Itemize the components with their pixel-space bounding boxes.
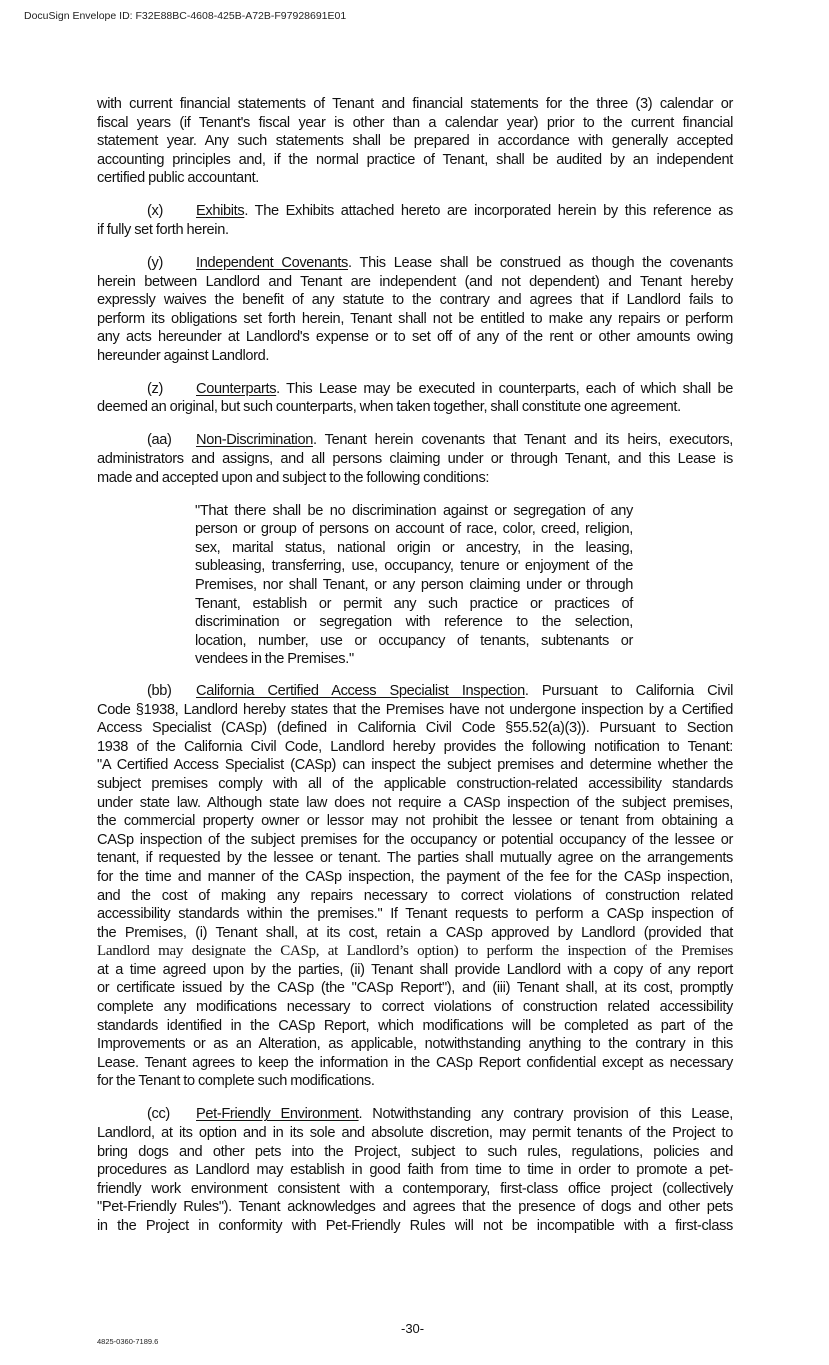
section-bb-casp-inspection [97, 682, 733, 1091]
text-line: "Pet-Friendly Rules"). Tenant acknowledges and agrees that the presence of dogs and other pets [97, 1199, 733, 1216]
text-line: Improvements or as an Alteration, as applicable, notwithstanding anything to the contrary in this [97, 1036, 733, 1053]
text-line: Landlord, at its option and in its sole and absolute discretion, may permit tenants of the Project to [97, 1125, 733, 1142]
quote-line: subleasing, transferring, use, occupancy, tenure or enjoyment of the [195, 558, 633, 575]
text-run: . Notwithstanding any contrary provision of this Lease, [358, 1106, 733, 1123]
text-line: made and accepted upon and subject to the following conditions: [97, 469, 490, 486]
text-run: . Tenant herein covenants that Tenant and its heirs, executors, [312, 432, 733, 449]
text-line: perform its obligations set forth herein, Tenant shall not be entitled to make any repairs or perform [97, 310, 733, 327]
quote-line: sex, marital status, national origin or ancestry, in the leasing, [195, 539, 633, 556]
document-page [97, 95, 733, 1250]
text-line: procedures as Landlord may establish in good faith from time to time in order to promote a pet- [97, 1162, 733, 1179]
text-line: fiscal years (if Tenant's fiscal year is other than a calendar year) prior to the current financial [97, 114, 733, 131]
text-line: CASp inspection of the subject premises for the occupancy or potential occupancy of the lessee or [97, 831, 733, 848]
section-label: (aa) [147, 432, 172, 449]
section-label: (x) [147, 203, 163, 220]
text-line: bring dogs and other pets into the Project, subject to such rules, regulations, policies and [97, 1143, 733, 1160]
text-line: 1938 of the California Civil Code, Landlord hereby provides the following notification to Tenant: [97, 738, 733, 755]
section-label: (z) [147, 380, 163, 397]
text-line: Lease. Tenant agrees to keep the information in the CASp Report confidential except as necessary [97, 1054, 733, 1071]
text-line: any acts hereunder at Landlord's expense or to set off of any of the rent or other amounts owing [97, 329, 733, 346]
text-line: in the Project in conformity with Pet-Friendly Rules will not be incompatible with a first-class [97, 1218, 733, 1234]
section-heading: Exhibits [196, 203, 245, 220]
section-heading: Non-Discrimination [196, 432, 313, 449]
text-line: with current financial statements of Tenant and financial statements for the three (3) calendar or [97, 96, 733, 112]
text-line: herein between Landlord and Tenant are independent (and not dependent) and Tenant hereby [97, 273, 733, 290]
section-heading: Independent Covenants [196, 254, 349, 271]
quote-line: Premises, nor shall Tenant, or any person claiming under or through [195, 577, 633, 594]
quote-line: location, number, use or occupancy of tenants, subtenants or [195, 632, 633, 649]
text-line: "A Certified Access Specialist (CASp) can inspect the subject premises and determine whether the [97, 757, 733, 774]
text-line: tenant, if requested by the lessee or tenant. The parties shall mutually agree on the arrangements [97, 850, 733, 867]
text-line: expressly waives the benefit of any statute to the contrary and agrees that if Landlord fails to [97, 292, 733, 309]
text-line: the Premises, (i) Tenant shall, at its cost, retain a CASp approved by Landlord (provided that [97, 924, 733, 941]
section-x-exhibits [97, 202, 733, 239]
text-line: hereunder against Landlord. [97, 347, 270, 364]
text-line: for the time and manner of the CASp inspection, the payment of the fee for the CASp inspection, [97, 868, 733, 885]
quote-line: "That there shall be no discrimination against or segregation of any [195, 502, 633, 519]
section-label: (y) [147, 254, 163, 271]
section-aa-non-discrimination [97, 431, 733, 487]
section-y-independent-covenants [97, 254, 733, 366]
section-heading: California Certified Access Specialist Inspection [196, 682, 525, 699]
text-line-serif: Landlord may designate the CASp, at Landlord’s option) to perform the inspection of the Premises [97, 943, 733, 960]
section-heading: Pet-Friendly Environment [196, 1106, 359, 1123]
text-line: friendly work environment consistent with a contemporary, first-class office project (collectively [97, 1180, 733, 1197]
text-line: and the cost of making any repairs necessary to correct violations of construction related [97, 887, 733, 904]
text-line: deemed an original, but such counterparts, when taken together, shall constitute one agreement. [97, 399, 681, 416]
docusign-envelope-id: DocuSign Envelope ID: F32E88BC-4608-425B-A72B-F97928691E01 [24, 10, 347, 22]
text-line: administrators and assigns, and all persons claiming under or through Tenant, and this Lease is [97, 451, 733, 468]
text-run: . The Exhibits attached hereto are incorporated herein by this reference as [244, 203, 733, 220]
text-line: or certificate issued by the CASp (the "CASp Report"), and (iii) Tenant shall, at its cost, promptly [97, 980, 733, 997]
text-line: accounting principles and, if the normal practice of Tenant, shall be audited by an independent [97, 151, 733, 168]
text-line: Access Specialist (CASp) (defined in California Civil Code §55.52(a)(3)). Pursuant to Section [97, 720, 733, 737]
paragraph-financial-statements [97, 95, 733, 188]
quote-line: vendees in the Premises." [195, 651, 354, 668]
non-discrimination-quote [195, 502, 633, 669]
text-line: subject premises comply with all of the applicable construction-related accessibility standards [97, 775, 733, 792]
section-heading: Counterparts [196, 380, 277, 397]
text-run: . This Lease may be executed in counterparts, each of which shall be [276, 380, 733, 397]
text-line: statement year. Any such statements shall be prepared in accordance with generally accepted [97, 133, 733, 150]
section-label: (cc) [147, 1106, 170, 1123]
section-cc-pet-friendly [97, 1105, 733, 1235]
page-number: -30- [401, 1321, 425, 1336]
text-line: certified public accountant. [97, 170, 259, 187]
text-line: under state law. Although state law does not require a CASp inspection of the subject premises, [97, 794, 733, 811]
section-z-counterparts [97, 380, 733, 417]
section-label: (bb) [147, 682, 172, 699]
quote-line: person or group of persons on account of race, color, creed, religion, [195, 521, 633, 538]
document-id: 4825-0360-7189.6 [97, 1337, 159, 1346]
text-line: for the Tenant to complete such modifications. [97, 1073, 375, 1090]
text-line: the commercial property owner or lessor may not prohibit the lessee or tenant from obtaining a [97, 813, 733, 830]
text-line: complete any modifications necessary to correct violations of construction related accessibility [97, 999, 733, 1016]
text-run: . This Lease shall be construed as though the covenants [348, 254, 733, 271]
text-run: . Pursuant to California Civil [524, 682, 733, 699]
text-line: Code §1938, Landlord hereby states that the Premises have not undergone inspection by a Certified [97, 701, 733, 718]
quote-line: discrimination or segregation with reference to the selection, [195, 614, 633, 631]
quote-line: Tenant, establish or permit any such practice or practices of [195, 595, 633, 612]
text-line: standards identified in the CASp Report, which modifications will be completed as part of the [97, 1017, 733, 1034]
text-line: at a time agreed upon by the parties, (ii) Tenant shall provide Landlord with a copy of any report [97, 961, 733, 978]
text-line: accessibility standards within the premises." If Tenant requests to perform a CASp inspection of [97, 906, 733, 923]
text-line: if fully set forth herein. [97, 221, 229, 238]
